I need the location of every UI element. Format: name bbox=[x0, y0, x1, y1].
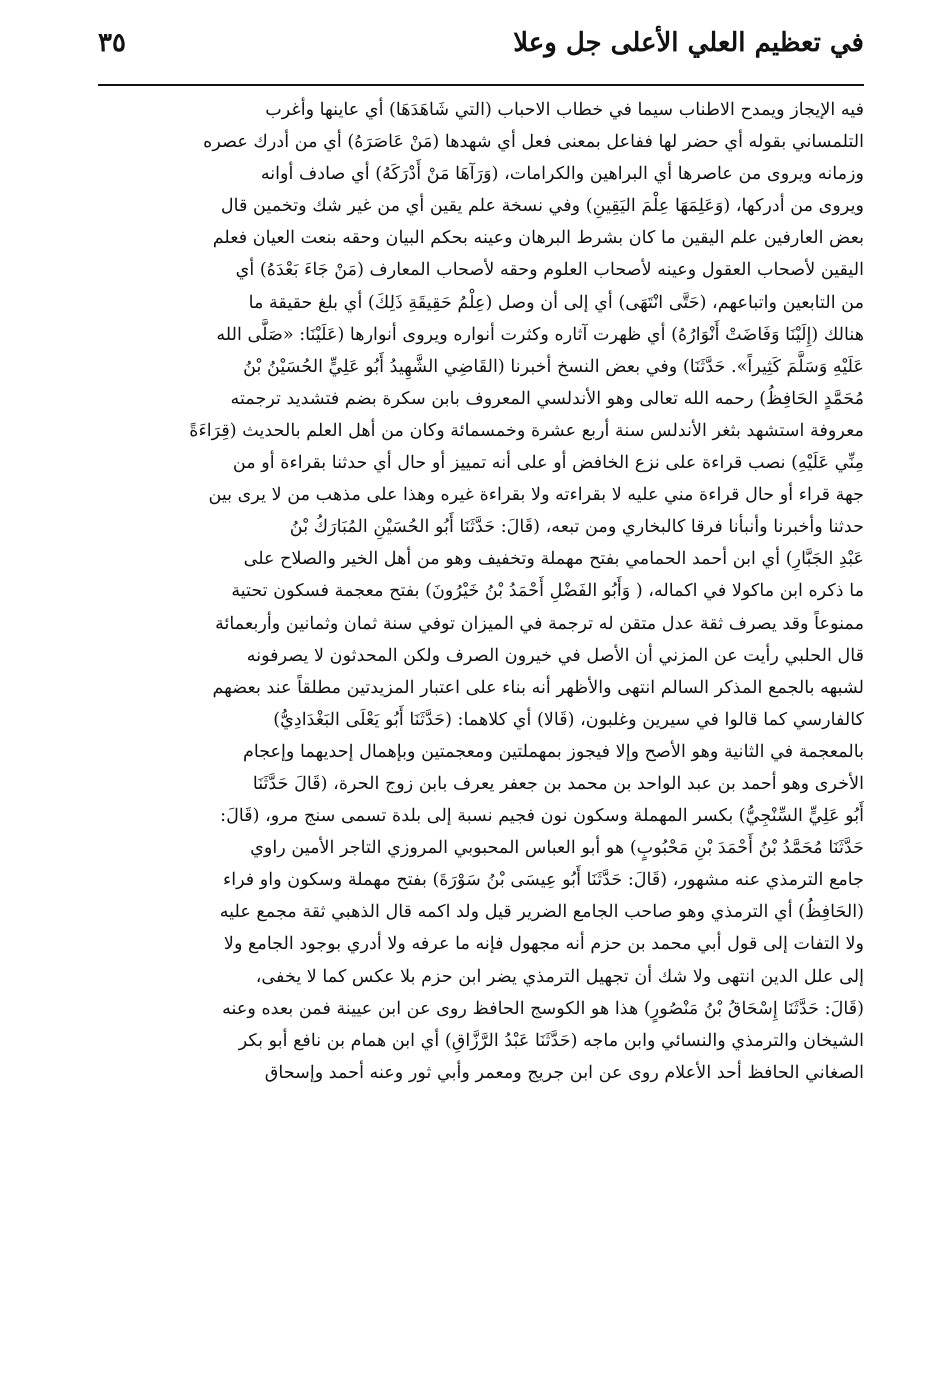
text-line: (الحَافِظُ) أي الترمذي وهو صاحب الجامع الضرير قيل ولد اكمه قال الذهبي ثقة مجمع عليه bbox=[219, 902, 864, 923]
text-line: بالمعجمة في الثانية وهو الأصح وإلا فيجوز بمهملتين ومعجمتين وبإهمال إحديهما وإعجام bbox=[242, 741, 864, 762]
text-line: جهة قراء أو حال قراءة مني عليه لا بقراءته ولا بقراءة غيره وهذا على مذهب من لا يرى بين bbox=[208, 485, 864, 506]
text-line: حدثنا وأخبرنا وأنبأنا فرقا كالبخاري ومن تبعه، (قَالَ: حَدَّثَنَا أَبُو الحُسَيْنِ المُبَارَكُ بْنُ bbox=[289, 517, 864, 538]
text-line: حَدَّثَنَا مُحَمَّدُ بْنُ أَحْمَدَ بْنِ مَحْبُوبٍ) هو أبو العباس المحبوبي المروزي التاجر الأمين راوي bbox=[250, 838, 864, 859]
text-line: أَبُو عَلِيٍّ السِّنْجِيُّ) بكسر المهملة وسكون نون فجيم نسبة إلى بلدة تسمى سنج مرو، (قَالَ: bbox=[220, 806, 864, 827]
text-line: كالفارسي كما قالوا في سيرين وغلبون، (قَالا) أي كلاهما: (حَدَّثَنَا أَبُو يَعْلَى البَغْدَادِيُّ) bbox=[273, 709, 864, 730]
text-line: قال الحلبي رأيت عن المزني أن الأصل في خيرون الصرف ولكن المحدثون لا يصرفونه bbox=[246, 645, 864, 666]
text-line: ويروى من أدركها، (وَعَلِمَهَا عِلْمَ اليَقِينِ) وفي نسخة علم يقين أي من غير شك وتخمين قال bbox=[220, 196, 864, 217]
text-line: لشبهه بالجمع المذكر السالم انتهى والأظهر أنه بناء على اعتبار المزيدتين مطلقاً عند بعضهم bbox=[212, 677, 864, 698]
text-line: فيه الإيجاز ويمدح الاطناب سيما في خطاب الاحباب (التي شَاهَدَهَا) أي عاينها وأغرب bbox=[265, 100, 864, 120]
body-text bbox=[98, 94, 864, 1089]
text-line: (قَالَ: حَدَّثَنَا إِسْحَاقُ بْنُ مَنْصُورٍ) هذا هو الكوسج الحافظ روى عن ابن عيينة فمن بعده وعنه bbox=[222, 998, 864, 1019]
text-line: وزمانه ويروى من عاصرها أي البراهين والكرامات، (وَرَآهَا مَنْ أَدْرَكَهُ) أي صادف أوانه bbox=[260, 164, 864, 185]
text-line: الأخرى وهو أحمد بن عبد الواحد بن محمد بن جعفر يعرف بابن زوج الحرة، (قَالَ حَدَّثَنَا bbox=[252, 773, 864, 794]
text-line: ما ذكره ابن ماكولا في اكماله، ( وَأَبُو الفَضْلِ أَحْمَدُ بْنُ خَيْرُونَ) بفتح معجمة فسكون تحتية bbox=[231, 581, 864, 602]
text-line: معروفة استشهد بثغر الأندلس سنة أربع عشرة وخمسمائة وكان من أهل العلم بالحديث (قِرَاءَةً bbox=[189, 420, 864, 441]
text-line: إلى علل الدين انتهى ولا شك أن تجهيل الترمذي يضر ابن حزم بلا عكس كما لا يخفى، bbox=[255, 966, 864, 987]
text-line: اليقين لأصحاب العقول وعينه لأصحاب العلوم وحقه لأصحاب المعارف (مَنْ جَاءَ بَعْدَهُ) أي bbox=[235, 260, 864, 281]
text-line: ولا التفات إلى قول أبي محمد بن حزم أنه مجهول فإنه ما عرفه ولا أدري بوجود الجامع ولا bbox=[223, 934, 864, 955]
text-line: عَلَيْهِ وَسَلَّمَ كَثِيراً». حَدَّثَنَا) وفي بعض النسخ أخبرنا (القَاضِي الشَّهِيدُ أَبُو عَلِيٍّ الحُسَيْنُ بْنُ bbox=[243, 356, 864, 377]
text-line: الشيخان والترمذي والنسائي وابن ماجه (حَدَّثَنَا عَبْدُ الرَّزَّاقِ) أي ابن همام بن نافع أبو بكر bbox=[238, 1030, 864, 1051]
text-line: جامع الترمذي عنه مشهور، (قَالَ: حَدَّثَنَا أَبُو عِيسَى بْنُ سَوْرَةَ) بفتح مهملة وسكون واو فراء bbox=[222, 870, 864, 891]
header-rule bbox=[98, 84, 864, 86]
text-line: مُحَمَّدٍ الحَافِظُ) رحمه الله تعالى وهو الأندلسي المعروف بابن سكرة بضم فتشديد ترجمته bbox=[230, 388, 864, 409]
text-line: التلمساني بقوله أي حضر لها ففاعل بمعنى فعل أي شهدها (مَنْ عَاصَرَهُ) أي من أدرك عصره bbox=[203, 132, 864, 153]
page-header bbox=[98, 28, 864, 72]
page-number: ٣٥ bbox=[98, 28, 126, 58]
text-line: هنالك (إِلَيْنَا وَفَاضَتْ أَنْوَارُهُ) أي ظهرت آثاره وكثرت أنواره ويروى أنوارها (عَلَيْنَا: «صَلَّى الله bbox=[216, 324, 864, 345]
text-line: ممنوعاً وقد يصرف ثقة عدل متقن له ترجمة في الميزان توفي سنة ثمان وثمانين وأربعمائة bbox=[215, 613, 864, 634]
text-line: من التابعين واتباعهم، (حَتَّى انْتَهَى) أي إلى أن وصل (عِلْمُ حَقِيقَةِ ذَلِكَ) أي بلغ حقيقة ما bbox=[248, 292, 864, 313]
text-line: مِنِّي عَلَيْهِ) نصب قراءة على نزع الخافض أو على أنه تمييز أو حال أي حدثنا بقراءة أو من bbox=[232, 453, 864, 474]
running-title: في تعظيم العلي الأعلى جل وعلا bbox=[513, 28, 864, 58]
text-line: الصغاني الحافظ أحد الأعلام روى عن ابن جريج ومعمر وأبي ثور وعنه أحمد وإسحاق bbox=[264, 1062, 864, 1083]
text-line: بعض العارفين علم اليقين ما كان بشرط البرهان وعينه بحكم البيان وحقه بنعت العيان فعلم bbox=[212, 228, 864, 249]
text-line: عَبْدِ الجَبَّارِ) أي ابن أحمد الحمامي بفتح مهملة وتخفيف وهو من أهل الخير والصلاح على bbox=[243, 549, 864, 570]
